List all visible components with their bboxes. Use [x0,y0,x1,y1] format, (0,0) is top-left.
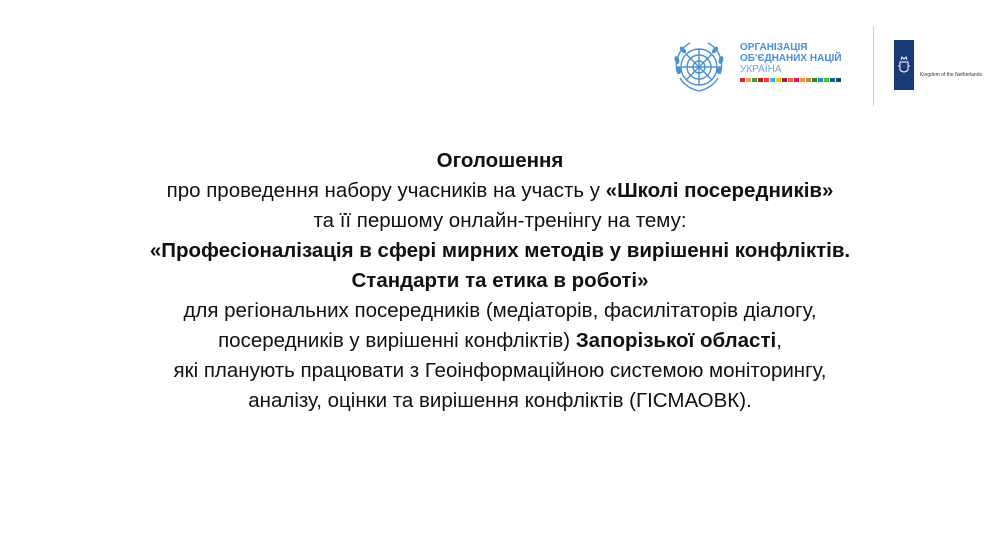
un-logo-text [740,42,842,75]
announcement-line-7 [0,326,1000,356]
line-7-comma: , [776,329,782,352]
announcement-line-9: аналізу, оцінки та вирішення конфліктів (ГІСМАОВК). [248,389,752,412]
logo-divider [873,26,874,106]
region-name: Запорізької області [575,329,777,352]
netherlands-caption: Kingdom of the Netherlands [920,72,982,78]
sdg-color-bar [740,78,842,82]
un-logo-line-3: УКРАЇНА [740,64,782,75]
un-emblem-icon [668,36,730,98]
school-name: «Школі посередників» [605,179,834,202]
header-logos [668,30,982,110]
announcement-line-8: які планують працювати з Геоінформаційною системою моніторингу, [173,359,827,382]
netherlands-emblem-icon [894,40,914,90]
line-7-text: посередників у вирішенні конфліктів) [218,329,576,352]
announcement-line-2 [0,176,1000,206]
un-logo-line-1: ОРГАНІЗАЦІЯ [740,42,808,53]
line-2-text: про проведення набору учасників на участь у [166,179,606,202]
un-logo-line-2: ОБ'ЄДНАНИХ НАЦІЙ [740,53,842,64]
announcement-line-6: для регіональних посередників (медіаторів, фасилітаторів діалогу, [183,299,817,322]
announcement-title: Оголошення [436,149,564,172]
announcement-body [0,146,1000,416]
training-topic-line-1: «Професіоналізація в сфері мирних методів у вирішенні конфліктів. [149,239,851,262]
announcement-line-3: та її першому онлайн-тренінгу на тему: [313,209,687,232]
training-topic-line-2: Стандарти та етика в роботі» [351,269,649,292]
